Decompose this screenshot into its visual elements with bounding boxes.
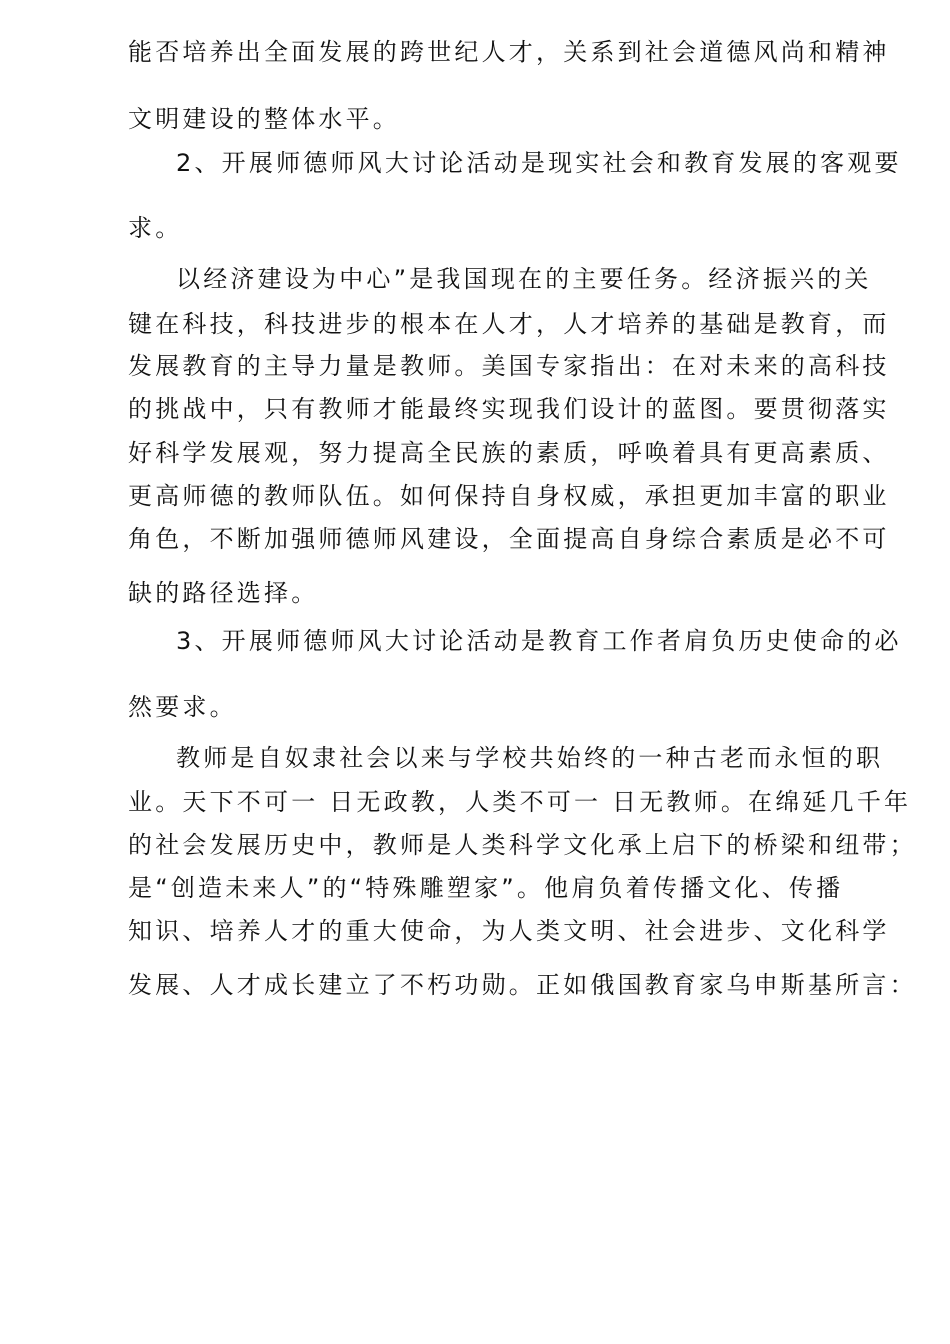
- text-line: 以经济建设为中心”是我国现在的主要任务。经济振兴的关: [176, 265, 872, 293]
- section-heading-cont: 然要求。: [128, 693, 237, 721]
- text-line: 的挑战中，只有教师才能最终实现我们设计的蓝图。要贯彻落实: [128, 395, 890, 423]
- text-line: 更高师德的教师队伍。如何保持自身权威，承担更加丰富的职业: [128, 482, 890, 510]
- section-heading: 2、开展师德师风大讨论活动是现实社会和教育发展的客观要: [176, 149, 902, 177]
- text-line: 角色，不断加强师德师风建设，全面提高自身综合素质是必不可: [128, 525, 890, 553]
- text-line: 键在科技，科技进步的根本在人才，人才培养的基础是教育，而: [128, 310, 890, 338]
- section-heading-cont: 求。: [128, 214, 183, 242]
- text-line: 好科学发展观，努力提高全民族的素质，呼唤着具有更高素质、: [128, 439, 890, 467]
- text-line: 的社会发展历史中，教师是人类科学文化承上启下的桥梁和纽带；: [128, 831, 917, 859]
- text-line: 缺的路径选择。: [128, 579, 319, 607]
- text-line: 教师是自奴隶社会以来与学校共始终的一种古老而永恒的职: [176, 744, 884, 772]
- text-line: 发展教育的主导力量是教师。美国专家指出：在对未来的高科技: [128, 352, 890, 380]
- text-line: 业。天下不可一 日无政教，人类不可一 日无教师。在绵延几千年: [128, 788, 912, 816]
- section-heading: 3、开展师德师风大讨论活动是教育工作者肩负历史使命的必: [176, 627, 902, 655]
- text-line: 是“创造未来人”的“特殊雕塑家”。他肩负着传播文化、传播: [128, 874, 844, 902]
- text-line: 发展、人才成长建立了不朽功勋。正如俄国教育家乌申斯基所言：: [128, 971, 917, 999]
- text-line: 知识、培养人才的重大使命，为人类文明、社会进步、文化科学: [128, 917, 890, 945]
- text-line: 文明建设的整体水平。: [128, 105, 400, 133]
- text-line: 能否培养出全面发展的跨世纪人才，关系到社会道德风尚和精神: [128, 38, 890, 66]
